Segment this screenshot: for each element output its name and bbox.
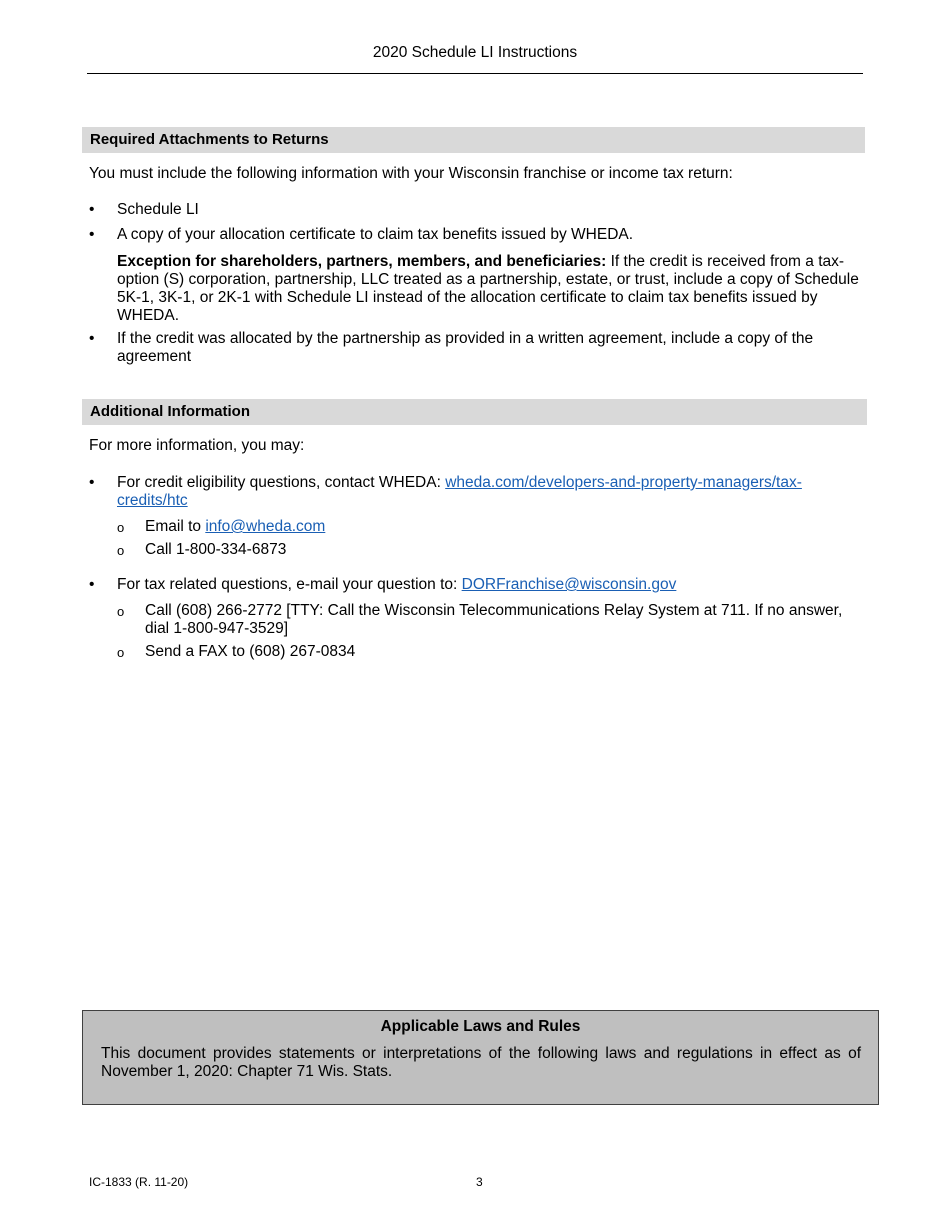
exception-paragraph: [117, 253, 865, 325]
additional-intro: For more information, you may:: [89, 437, 305, 454]
bullet-list-item: [89, 474, 864, 510]
applicable-laws-box: [82, 1010, 879, 1105]
tax-questions-text: For tax related questions, e-mail your question to:: [117, 576, 462, 593]
header-divider: [87, 73, 863, 74]
bullet-glyph: •: [89, 226, 95, 243]
bullet-glyph: •: [89, 474, 95, 491]
sub-list-item: [89, 541, 864, 559]
fax-text: Send a FAX to (608) 267-0834: [145, 643, 356, 660]
sub-list-item: [89, 602, 864, 638]
wheda-htc-link[interactable]: wheda.com/developers-and-property-managers/tax-credits/htc: [117, 474, 802, 509]
bullet-glyph: •: [89, 201, 95, 218]
exception-text: If the credit is received from a tax-option (S) corporation, partnership, LLC treated as a partnership, estate, or trust, include a copy of Schedule 5K-1, 3K-1, or 2K-1 with Schedule LI instead of the allocation certificate to claim tax benefits issued by WHEDA.: [117, 253, 859, 324]
sub-bullet-glyph: o: [117, 543, 125, 558]
exception-label: Exception for shareholders, partners, members, and beneficiaries:: [117, 253, 607, 270]
sub-list-item: [89, 643, 864, 661]
bullet-glyph: •: [89, 330, 95, 347]
bullet-text-allocation-certificate: A copy of your allocation certificate to claim tax benefits issued by WHEDA.: [117, 226, 634, 243]
section-heading-required-attachments: Required Attachments to Returns: [82, 127, 865, 153]
wheda-phone-text: Call 1-800-334-6873: [145, 541, 287, 558]
sub-list-item: [89, 518, 864, 536]
sub-bullet-glyph: o: [117, 645, 125, 660]
bullet-list-item: [89, 226, 864, 244]
sub-bullet-glyph: o: [117, 604, 125, 619]
bullet-glyph: •: [89, 576, 95, 593]
bullet-list-item: [89, 201, 864, 219]
page-header-title: 2020 Schedule LI Instructions: [372, 44, 578, 61]
bullet-list-item: [89, 330, 864, 366]
bullet-text-written-agreement: If the credit was allocated by the partnership as provided in a written agreement, include a copy of the agreement: [117, 330, 814, 365]
attachments-intro: You must include the following information with your Wisconsin franchise or income tax return:: [89, 165, 733, 182]
wheda-email-link[interactable]: info@wheda.com: [205, 518, 326, 535]
credit-eligibility-text: For credit eligibility questions, contact WHEDA:: [117, 474, 446, 491]
bullet-text-schedule-li: Schedule LI: [117, 201, 199, 218]
page-number: 3: [476, 1175, 483, 1189]
section-heading-additional-information: Additional Information: [82, 399, 867, 425]
email-prefix-text: Email to: [145, 518, 206, 535]
bullet-list-item: [89, 576, 864, 594]
dor-phone-text: Call (608) 266-2772 [TTY: Call the Wisconsin Telecommunications Relay System at 711. If no answer, dial 1-800-947-3529]: [145, 602, 843, 637]
laws-text: This document provides statements or interpretations of the following laws and regulations in effect as of November 1, 2020: Chapter 71 Wis. Stats.: [101, 1045, 861, 1080]
sub-bullet-glyph: o: [117, 520, 125, 535]
laws-title: Applicable Laws and Rules: [380, 1018, 581, 1035]
form-identifier: IC-1833 (R. 11-20): [89, 1175, 189, 1189]
dor-franchise-email-link[interactable]: DORFranchise@wisconsin.gov: [461, 576, 677, 593]
